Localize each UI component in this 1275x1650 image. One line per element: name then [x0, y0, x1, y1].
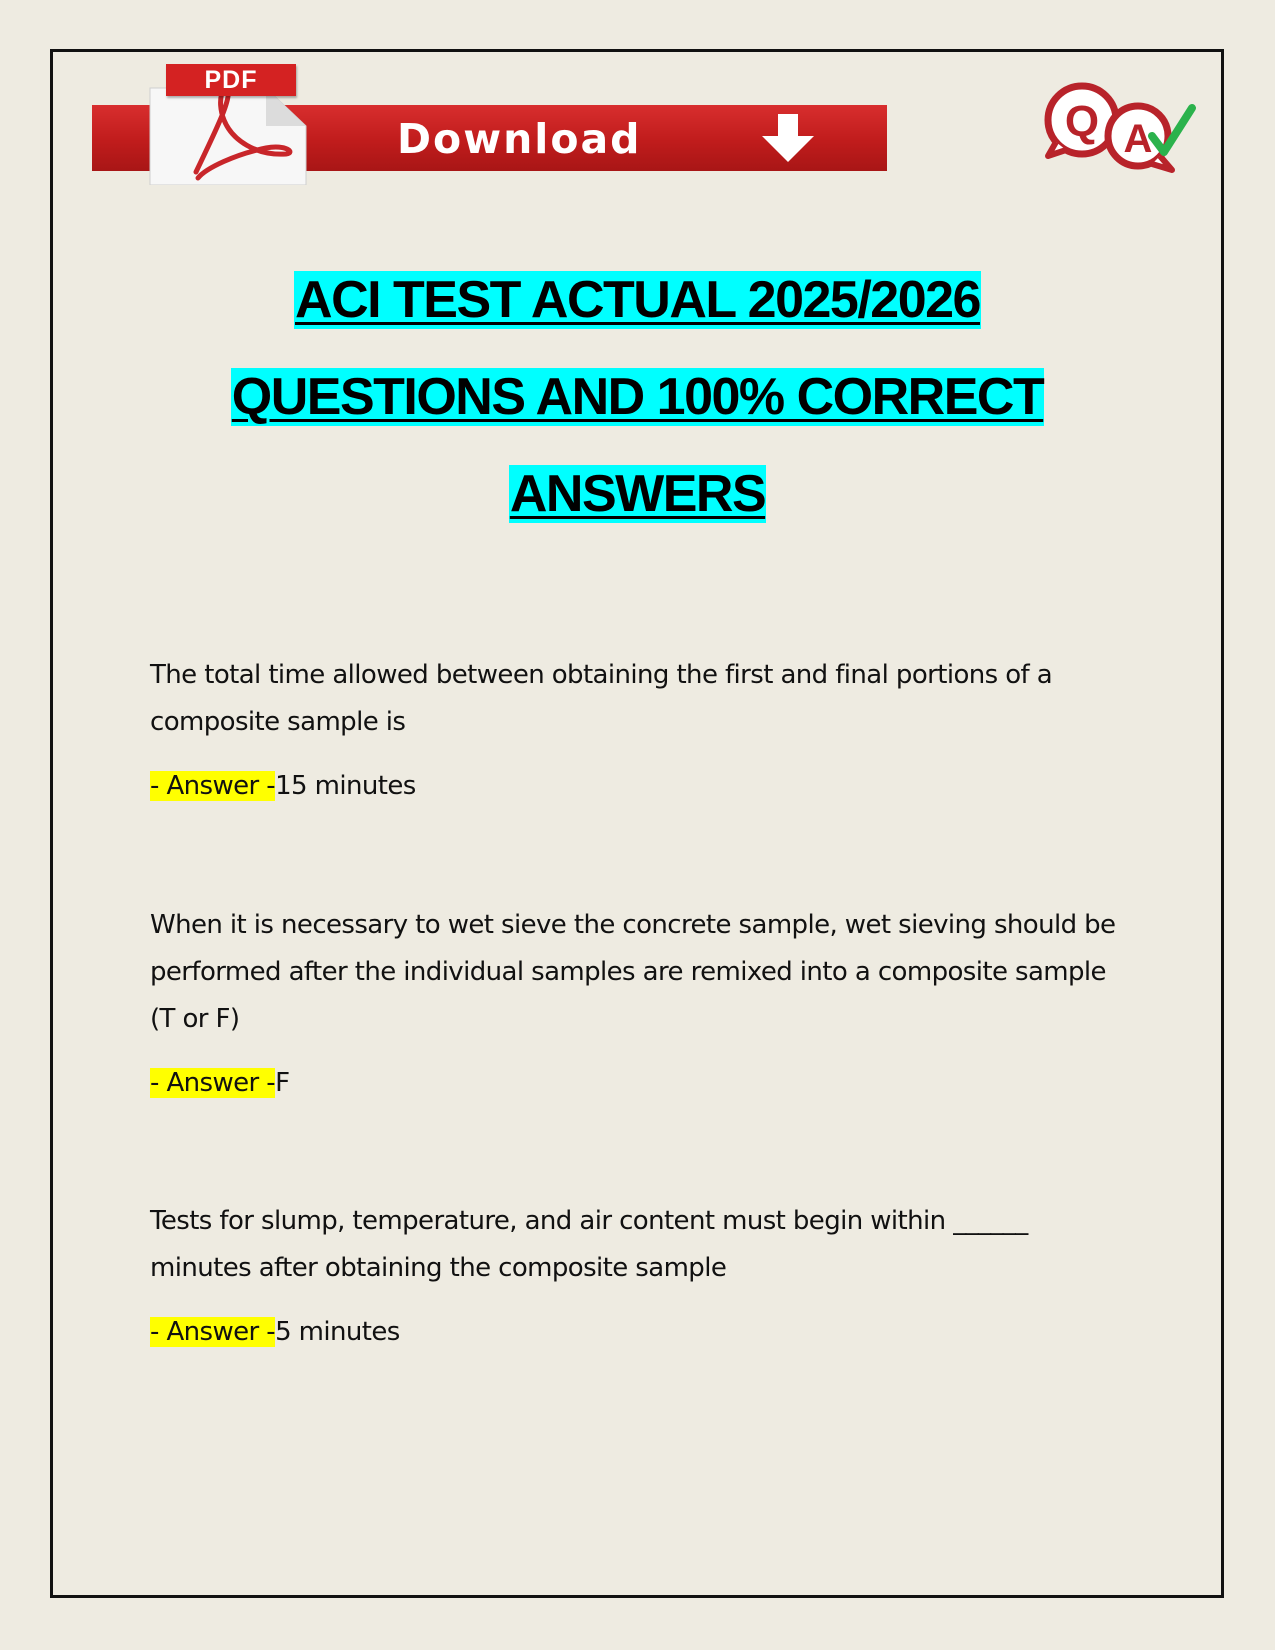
answer-label: - Answer - [150, 771, 276, 801]
download-label: Download [397, 115, 642, 163]
qa-item-3 [150, 1198, 1130, 1354]
qa-logo [1040, 80, 1210, 180]
pdf-document-icon [136, 60, 316, 185]
document-title [100, 270, 1175, 561]
question-text: Tests for slump, temperature, and air content must begin within ______ minutes after obtaining the composite sample [150, 1206, 1028, 1283]
question-text: The total time allowed between obtaining the first and final portions of a composite sample is [150, 660, 1053, 737]
answer-line [150, 1061, 1130, 1105]
download-arrow-icon [760, 114, 816, 164]
download-banner[interactable] [92, 60, 887, 185]
answer-label: - Answer - [150, 1068, 276, 1098]
answer-text: 5 minutes [275, 1317, 400, 1347]
answer-line [150, 1310, 1130, 1354]
qa-item-1 [150, 652, 1130, 808]
qa-q-letter: Q [1064, 97, 1100, 146]
answer-text: F [275, 1068, 290, 1098]
answer-label: - Answer - [150, 1317, 276, 1347]
pdf-label: PDF [166, 64, 296, 96]
title-line-3: ANSWERS [509, 465, 766, 523]
qa-a-letter: A [1123, 117, 1153, 161]
title-line-1: ACI TEST ACTUAL 2025/2026 [295, 271, 980, 329]
question-text: When it is necessary to wet sieve the concrete sample, wet sieving should be performed after the individual samples are remixed into a composite sample (T or F) [150, 910, 1116, 1034]
answer-text: 15 minutes [275, 771, 416, 801]
title-line-2: QUESTIONS AND 100% CORRECT [231, 368, 1044, 426]
answer-line [150, 764, 1130, 808]
qa-item-2 [150, 902, 1130, 1105]
